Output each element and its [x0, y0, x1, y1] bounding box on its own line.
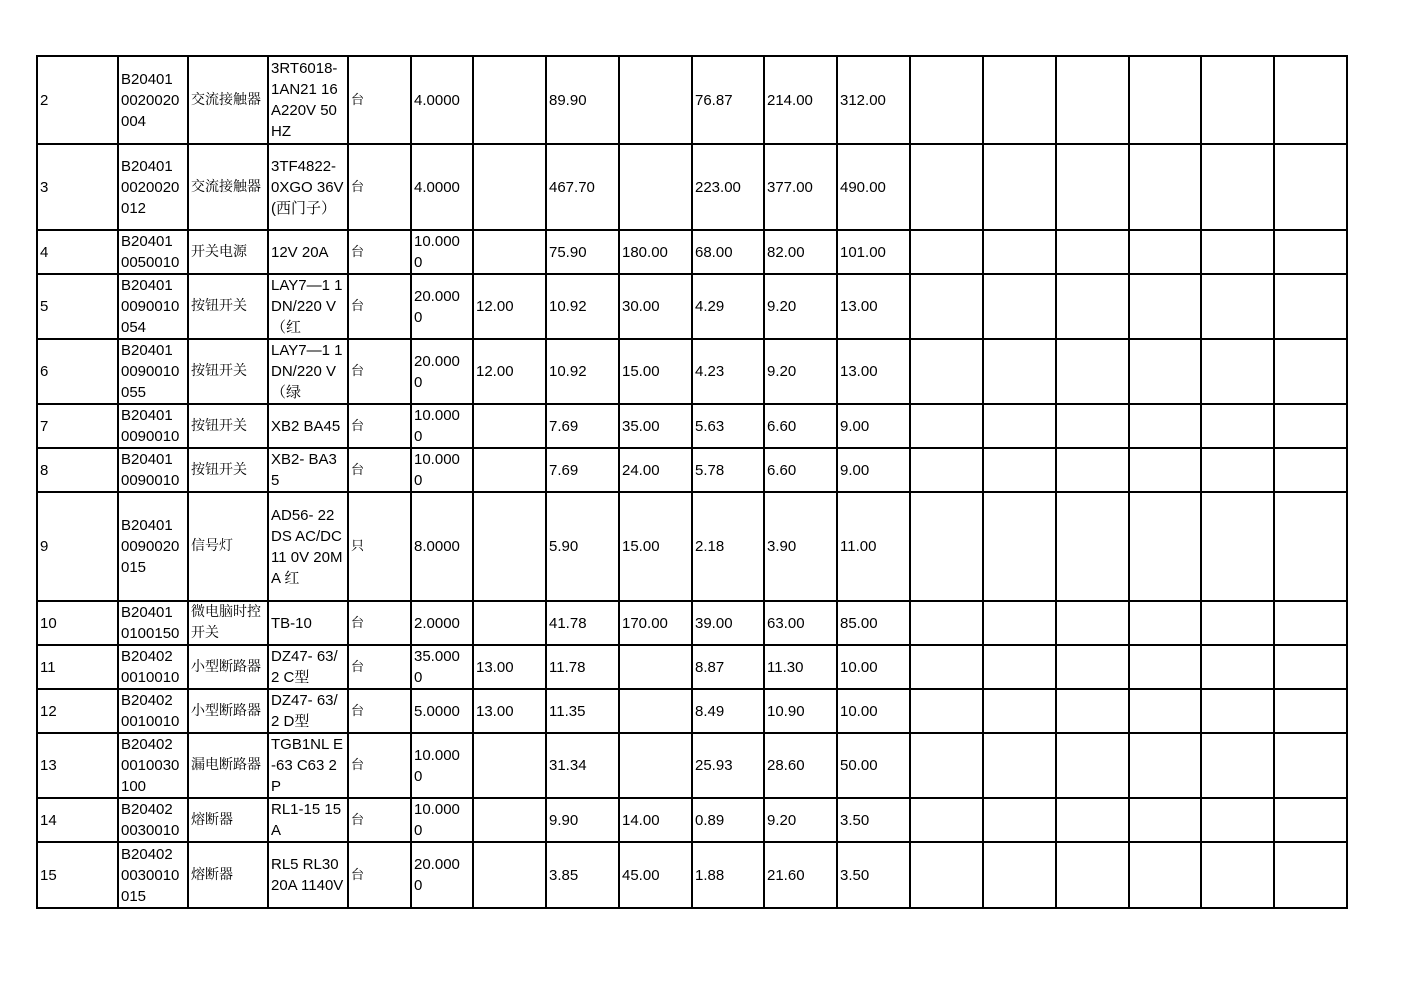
- cell-code: B20401 0090010: [118, 404, 188, 448]
- table-row: [37, 448, 1347, 492]
- empty-cell: [1201, 733, 1274, 798]
- cell-spec: DZ47- 63/2 C型: [268, 645, 348, 689]
- cell-qty: 8.0000: [411, 492, 473, 601]
- table-row: [37, 689, 1347, 733]
- table-row: [37, 144, 1347, 230]
- empty-cell: [1129, 798, 1201, 842]
- cell-qty: 20.000 0: [411, 339, 473, 404]
- cell-no: 14: [37, 798, 118, 842]
- empty-cell: [1129, 448, 1201, 492]
- empty-cell: [983, 448, 1056, 492]
- empty-cell: [1129, 689, 1201, 733]
- empty-cell: [910, 230, 983, 274]
- cell-spec: 3TF4822- 0XGO 36V(西门子）: [268, 144, 348, 230]
- cell-unit: 台: [348, 733, 411, 798]
- empty-cell: [983, 230, 1056, 274]
- empty-cell: [910, 601, 983, 645]
- cell-spec: 12V 20A: [268, 230, 348, 274]
- cell-unit: 台: [348, 274, 411, 339]
- cell-unit: 台: [348, 601, 411, 645]
- table-row: [37, 733, 1347, 798]
- empty-cell: [1056, 230, 1129, 274]
- cell-spec: TGB1NL E-63 C63 2P: [268, 733, 348, 798]
- cell-c6: [473, 56, 546, 144]
- cell-spec: 3RT6018- 1AN21 16A220V 50HZ: [268, 56, 348, 144]
- cell-c10: 10.90: [764, 689, 837, 733]
- cell-c8: [619, 56, 692, 144]
- cell-c7: 75.90: [546, 230, 619, 274]
- cell-c11: 13.00: [837, 339, 910, 404]
- cell-c7: 9.90: [546, 798, 619, 842]
- cell-c9: 68.00: [692, 230, 764, 274]
- cell-c8: 24.00: [619, 448, 692, 492]
- table-row: [37, 601, 1347, 645]
- empty-cell: [1274, 645, 1347, 689]
- cell-c9: 0.89: [692, 798, 764, 842]
- empty-cell: [1056, 56, 1129, 144]
- cell-name: 微电脑时控开关: [188, 601, 268, 645]
- cell-no: 8: [37, 448, 118, 492]
- cell-c9: 76.87: [692, 56, 764, 144]
- cell-c8: [619, 144, 692, 230]
- empty-cell: [1129, 404, 1201, 448]
- cell-code: B20402 0030010 015: [118, 842, 188, 908]
- cell-unit: 台: [348, 842, 411, 908]
- cell-c8: [619, 689, 692, 733]
- table-row: [37, 274, 1347, 339]
- empty-cell: [1129, 144, 1201, 230]
- cell-c9: 39.00: [692, 601, 764, 645]
- cell-c11: 85.00: [837, 601, 910, 645]
- empty-cell: [1201, 601, 1274, 645]
- cell-qty: 35.000 0: [411, 645, 473, 689]
- cell-c8: 180.00: [619, 230, 692, 274]
- cell-qty: 10.000 0: [411, 733, 473, 798]
- cell-c9: 25.93: [692, 733, 764, 798]
- empty-cell: [1274, 56, 1347, 144]
- empty-cell: [983, 798, 1056, 842]
- cell-unit: 台: [348, 144, 411, 230]
- table-row: [37, 645, 1347, 689]
- cell-no: 9: [37, 492, 118, 601]
- cell-qty: 10.000 0: [411, 448, 473, 492]
- empty-cell: [1129, 492, 1201, 601]
- empty-cell: [1129, 274, 1201, 339]
- cell-name: 熔断器: [188, 842, 268, 908]
- cell-name: 交流接触器: [188, 144, 268, 230]
- cell-c9: 8.49: [692, 689, 764, 733]
- cell-c7: 10.92: [546, 339, 619, 404]
- empty-cell: [1274, 842, 1347, 908]
- cell-c11: 101.00: [837, 230, 910, 274]
- empty-cell: [1201, 645, 1274, 689]
- cell-c11: 50.00: [837, 733, 910, 798]
- cell-c9: 2.18: [692, 492, 764, 601]
- empty-cell: [1056, 798, 1129, 842]
- empty-cell: [1056, 144, 1129, 230]
- cell-code: B20402 0010010: [118, 645, 188, 689]
- empty-cell: [1201, 842, 1274, 908]
- cell-c7: 89.90: [546, 56, 619, 144]
- empty-cell: [1056, 492, 1129, 601]
- empty-cell: [910, 56, 983, 144]
- table-row: [37, 492, 1347, 601]
- cell-c7: 7.69: [546, 404, 619, 448]
- empty-cell: [1056, 689, 1129, 733]
- cell-spec: LAY7—1 1DN/220 V （绿: [268, 339, 348, 404]
- cell-no: 10: [37, 601, 118, 645]
- empty-cell: [1274, 492, 1347, 601]
- cell-c7: 7.69: [546, 448, 619, 492]
- cell-unit: 只: [348, 492, 411, 601]
- empty-cell: [1274, 733, 1347, 798]
- empty-cell: [910, 339, 983, 404]
- cell-code: B20401 0100150: [118, 601, 188, 645]
- cell-spec: RL1-15 15A: [268, 798, 348, 842]
- cell-unit: 台: [348, 230, 411, 274]
- empty-cell: [910, 842, 983, 908]
- cell-c6: [473, 492, 546, 601]
- empty-cell: [1129, 56, 1201, 144]
- cell-name: 开关电源: [188, 230, 268, 274]
- cell-c7: 10.92: [546, 274, 619, 339]
- cell-c7: 11.78: [546, 645, 619, 689]
- cell-c6: [473, 230, 546, 274]
- empty-cell: [910, 144, 983, 230]
- empty-cell: [1201, 274, 1274, 339]
- empty-cell: [983, 144, 1056, 230]
- table-row: [37, 56, 1347, 144]
- empty-cell: [1201, 56, 1274, 144]
- cell-qty: 10.000 0: [411, 798, 473, 842]
- cell-c6: 13.00: [473, 645, 546, 689]
- cell-c8: 45.00: [619, 842, 692, 908]
- cell-c10: 21.60: [764, 842, 837, 908]
- empty-cell: [1056, 404, 1129, 448]
- cell-c10: 11.30: [764, 645, 837, 689]
- empty-cell: [1129, 601, 1201, 645]
- empty-cell: [983, 842, 1056, 908]
- cell-spec: XB2- BA35: [268, 448, 348, 492]
- cell-unit: 台: [348, 404, 411, 448]
- empty-cell: [910, 645, 983, 689]
- cell-no: 7: [37, 404, 118, 448]
- cell-c10: 3.90: [764, 492, 837, 601]
- cell-c9: 5.78: [692, 448, 764, 492]
- cell-qty: 4.0000: [411, 144, 473, 230]
- cell-c10: 28.60: [764, 733, 837, 798]
- cell-c8: 15.00: [619, 339, 692, 404]
- cell-c6: [473, 842, 546, 908]
- cell-c6: [473, 733, 546, 798]
- cell-c8: 14.00: [619, 798, 692, 842]
- empty-cell: [1274, 689, 1347, 733]
- cell-c6: [473, 798, 546, 842]
- cell-unit: 台: [348, 689, 411, 733]
- empty-cell: [1056, 448, 1129, 492]
- cell-qty: 2.0000: [411, 601, 473, 645]
- cell-name: 小型断路器: [188, 645, 268, 689]
- table-row: [37, 339, 1347, 404]
- cell-name: 按钮开关: [188, 448, 268, 492]
- data-table: [36, 55, 1348, 909]
- cell-c7: 41.78: [546, 601, 619, 645]
- empty-cell: [1274, 339, 1347, 404]
- cell-code: B20401 0090020 015: [118, 492, 188, 601]
- cell-c10: 9.20: [764, 274, 837, 339]
- cell-c7: 31.34: [546, 733, 619, 798]
- empty-cell: [910, 404, 983, 448]
- cell-name: 按钮开关: [188, 404, 268, 448]
- empty-cell: [983, 339, 1056, 404]
- cell-c10: 214.00: [764, 56, 837, 144]
- cell-c11: 13.00: [837, 274, 910, 339]
- empty-cell: [1201, 448, 1274, 492]
- cell-no: 3: [37, 144, 118, 230]
- cell-unit: 台: [348, 448, 411, 492]
- cell-unit: 台: [348, 339, 411, 404]
- cell-c11: 10.00: [837, 689, 910, 733]
- empty-cell: [1056, 645, 1129, 689]
- cell-code: B20401 0090010: [118, 448, 188, 492]
- empty-cell: [1201, 492, 1274, 601]
- cell-code: B20401 0020020 012: [118, 144, 188, 230]
- cell-c10: 6.60: [764, 404, 837, 448]
- empty-cell: [1129, 339, 1201, 404]
- cell-name: 交流接触器: [188, 56, 268, 144]
- empty-cell: [910, 492, 983, 601]
- cell-name: 熔断器: [188, 798, 268, 842]
- cell-no: 6: [37, 339, 118, 404]
- cell-c6: 12.00: [473, 274, 546, 339]
- empty-cell: [1274, 230, 1347, 274]
- empty-cell: [983, 601, 1056, 645]
- table-row: [37, 842, 1347, 908]
- empty-cell: [910, 733, 983, 798]
- empty-cell: [1201, 689, 1274, 733]
- cell-c7: 11.35: [546, 689, 619, 733]
- cell-no: 11: [37, 645, 118, 689]
- empty-cell: [1129, 733, 1201, 798]
- cell-spec: DZ47- 63/2 D型: [268, 689, 348, 733]
- empty-cell: [910, 448, 983, 492]
- empty-cell: [1201, 144, 1274, 230]
- empty-cell: [1201, 404, 1274, 448]
- cell-c11: 3.50: [837, 798, 910, 842]
- cell-qty: 20.000 0: [411, 842, 473, 908]
- cell-c8: 170.00: [619, 601, 692, 645]
- cell-spec: AD56- 22DS AC/DC11 0V 20MA 红: [268, 492, 348, 601]
- cell-c8: 35.00: [619, 404, 692, 448]
- cell-c11: 9.00: [837, 404, 910, 448]
- cell-c11: 312.00: [837, 56, 910, 144]
- cell-name: 按钮开关: [188, 274, 268, 339]
- empty-cell: [1274, 144, 1347, 230]
- cell-c8: 30.00: [619, 274, 692, 339]
- cell-c11: 9.00: [837, 448, 910, 492]
- empty-cell: [983, 274, 1056, 339]
- cell-code: B20402 0010010: [118, 689, 188, 733]
- cell-c10: 9.20: [764, 339, 837, 404]
- cell-no: 15: [37, 842, 118, 908]
- cell-c9: 4.23: [692, 339, 764, 404]
- empty-cell: [983, 689, 1056, 733]
- cell-code: B20401 0090010 055: [118, 339, 188, 404]
- cell-spec: LAY7—1 1DN/220 V （红: [268, 274, 348, 339]
- cell-spec: XB2 BA45: [268, 404, 348, 448]
- empty-cell: [983, 404, 1056, 448]
- cell-qty: 10.000 0: [411, 230, 473, 274]
- empty-cell: [983, 56, 1056, 144]
- empty-cell: [910, 689, 983, 733]
- cell-c9: 223.00: [692, 144, 764, 230]
- empty-cell: [1129, 645, 1201, 689]
- empty-cell: [1129, 230, 1201, 274]
- cell-qty: 5.0000: [411, 689, 473, 733]
- empty-cell: [1274, 448, 1347, 492]
- empty-cell: [1056, 842, 1129, 908]
- cell-c11: 11.00: [837, 492, 910, 601]
- cell-c6: [473, 448, 546, 492]
- table-row: [37, 798, 1347, 842]
- cell-c9: 5.63: [692, 404, 764, 448]
- empty-cell: [1201, 339, 1274, 404]
- empty-cell: [1201, 230, 1274, 274]
- cell-c6: [473, 404, 546, 448]
- cell-c7: 467.70: [546, 144, 619, 230]
- cell-c10: 9.20: [764, 798, 837, 842]
- table-row: [37, 404, 1347, 448]
- cell-c6: [473, 601, 546, 645]
- cell-no: 13: [37, 733, 118, 798]
- empty-cell: [910, 274, 983, 339]
- cell-c11: 10.00: [837, 645, 910, 689]
- empty-cell: [1056, 339, 1129, 404]
- cell-code: B20401 0090010 054: [118, 274, 188, 339]
- cell-no: 2: [37, 56, 118, 144]
- empty-cell: [1056, 601, 1129, 645]
- cell-qty: 20.000 0: [411, 274, 473, 339]
- cell-unit: 台: [348, 56, 411, 144]
- cell-name: 信号灯: [188, 492, 268, 601]
- cell-c10: 63.00: [764, 601, 837, 645]
- cell-c9: 4.29: [692, 274, 764, 339]
- empty-cell: [983, 492, 1056, 601]
- empty-cell: [1129, 842, 1201, 908]
- cell-no: 4: [37, 230, 118, 274]
- cell-code: B20401 0050010: [118, 230, 188, 274]
- cell-code: B20402 0010030 100: [118, 733, 188, 798]
- empty-cell: [983, 645, 1056, 689]
- cell-c6: [473, 144, 546, 230]
- cell-unit: 台: [348, 645, 411, 689]
- cell-qty: 10.000 0: [411, 404, 473, 448]
- empty-cell: [910, 798, 983, 842]
- empty-cell: [983, 733, 1056, 798]
- cell-c11: 3.50: [837, 842, 910, 908]
- cell-no: 12: [37, 689, 118, 733]
- cell-unit: 台: [348, 798, 411, 842]
- cell-spec: TB-10: [268, 601, 348, 645]
- cell-c8: [619, 733, 692, 798]
- empty-cell: [1274, 798, 1347, 842]
- empty-cell: [1274, 404, 1347, 448]
- cell-c6: 12.00: [473, 339, 546, 404]
- cell-c8: [619, 645, 692, 689]
- table-row: [37, 230, 1347, 274]
- cell-c11: 490.00: [837, 144, 910, 230]
- empty-cell: [1274, 601, 1347, 645]
- cell-c7: 3.85: [546, 842, 619, 908]
- empty-cell: [1201, 798, 1274, 842]
- cell-c9: 8.87: [692, 645, 764, 689]
- cell-c10: 377.00: [764, 144, 837, 230]
- cell-c10: 82.00: [764, 230, 837, 274]
- empty-cell: [1056, 274, 1129, 339]
- cell-code: B20402 0030010: [118, 798, 188, 842]
- cell-c8: 15.00: [619, 492, 692, 601]
- cell-code: B20401 0020020 004: [118, 56, 188, 144]
- cell-name: 小型断路器: [188, 689, 268, 733]
- cell-c10: 6.60: [764, 448, 837, 492]
- cell-name: 按钮开关: [188, 339, 268, 404]
- cell-no: 5: [37, 274, 118, 339]
- cell-spec: RL5 RL30 20A 1140V: [268, 842, 348, 908]
- cell-name: 漏电断路器: [188, 733, 268, 798]
- cell-c7: 5.90: [546, 492, 619, 601]
- empty-cell: [1056, 733, 1129, 798]
- cell-c6: 13.00: [473, 689, 546, 733]
- empty-cell: [1274, 274, 1347, 339]
- cell-qty: 4.0000: [411, 56, 473, 144]
- cell-c9: 1.88: [692, 842, 764, 908]
